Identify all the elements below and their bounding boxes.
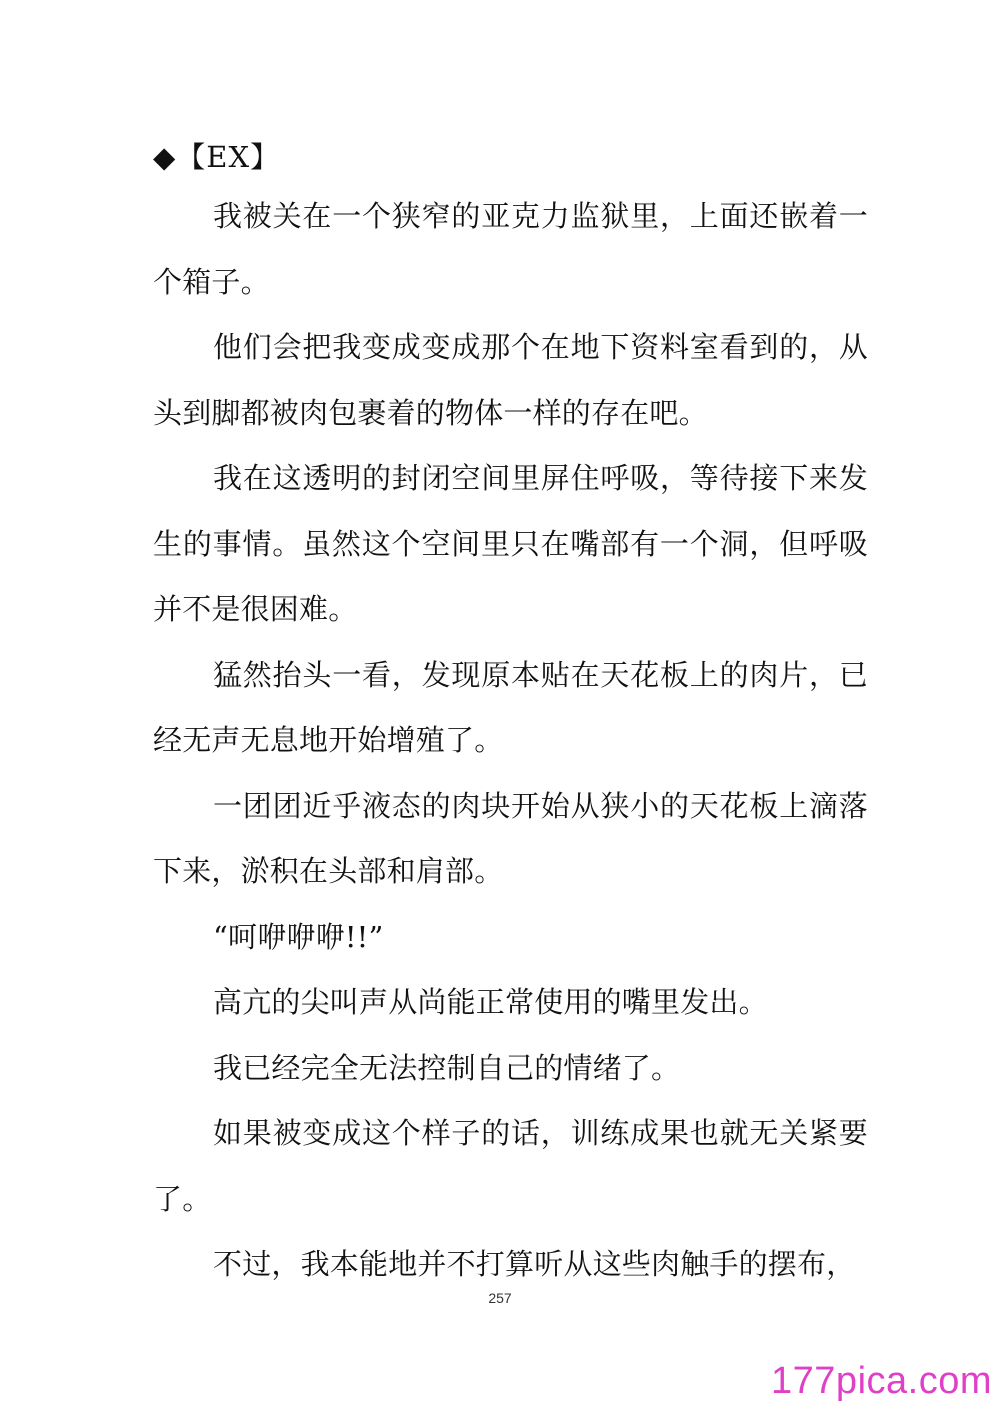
paragraph-7: 高亢的尖叫声从尚能正常使用的嘴里发出。 xyxy=(213,985,768,1019)
paragraph-8: 我已经完全无法控制自己的情绪了。 xyxy=(213,1050,681,1085)
paragraph-2: 他们会把我变成变成那个在地下资料室看到的，从头到脚都被肉包裹着的物体一样的存在吧。 xyxy=(153,330,868,430)
paragraph-4: 猛然抬头一看，发现原本贴在天花板上的肉片，已经无声无息地开始增殖了。 xyxy=(153,657,868,757)
paragraph-6-quote: “呵咿咿咿!!” xyxy=(213,919,384,954)
paragraph-9: 如果被变成这个样子的话，训练成果也就无关紧要了。 xyxy=(153,1116,868,1216)
body-text xyxy=(153,130,868,1298)
paragraph-5: 一团团近乎液态的肉块开始从狭小的天花板上滴落下来，淤积在头部和肩部。 xyxy=(153,788,868,888)
paragraph-10: 不过，我本能地并不打算听从这些肉触手的摆布， xyxy=(213,1247,856,1281)
watermark-logo: 177pica.com xyxy=(771,1360,992,1402)
paragraph-1: 我被关在一个狭窄的亚克力监狱里，上面还嵌着一个箱子。 xyxy=(153,199,868,299)
paragraph-3: 我在这透明的封闭空间里屏住呼吸，等待接下来发生的事情。虽然这个空间里只在嘴部有一个洞，但呼吸并不是很困难。 xyxy=(153,461,868,626)
section-heading: ◆【EX】 xyxy=(153,140,281,174)
page-number: 257 xyxy=(488,1290,512,1306)
